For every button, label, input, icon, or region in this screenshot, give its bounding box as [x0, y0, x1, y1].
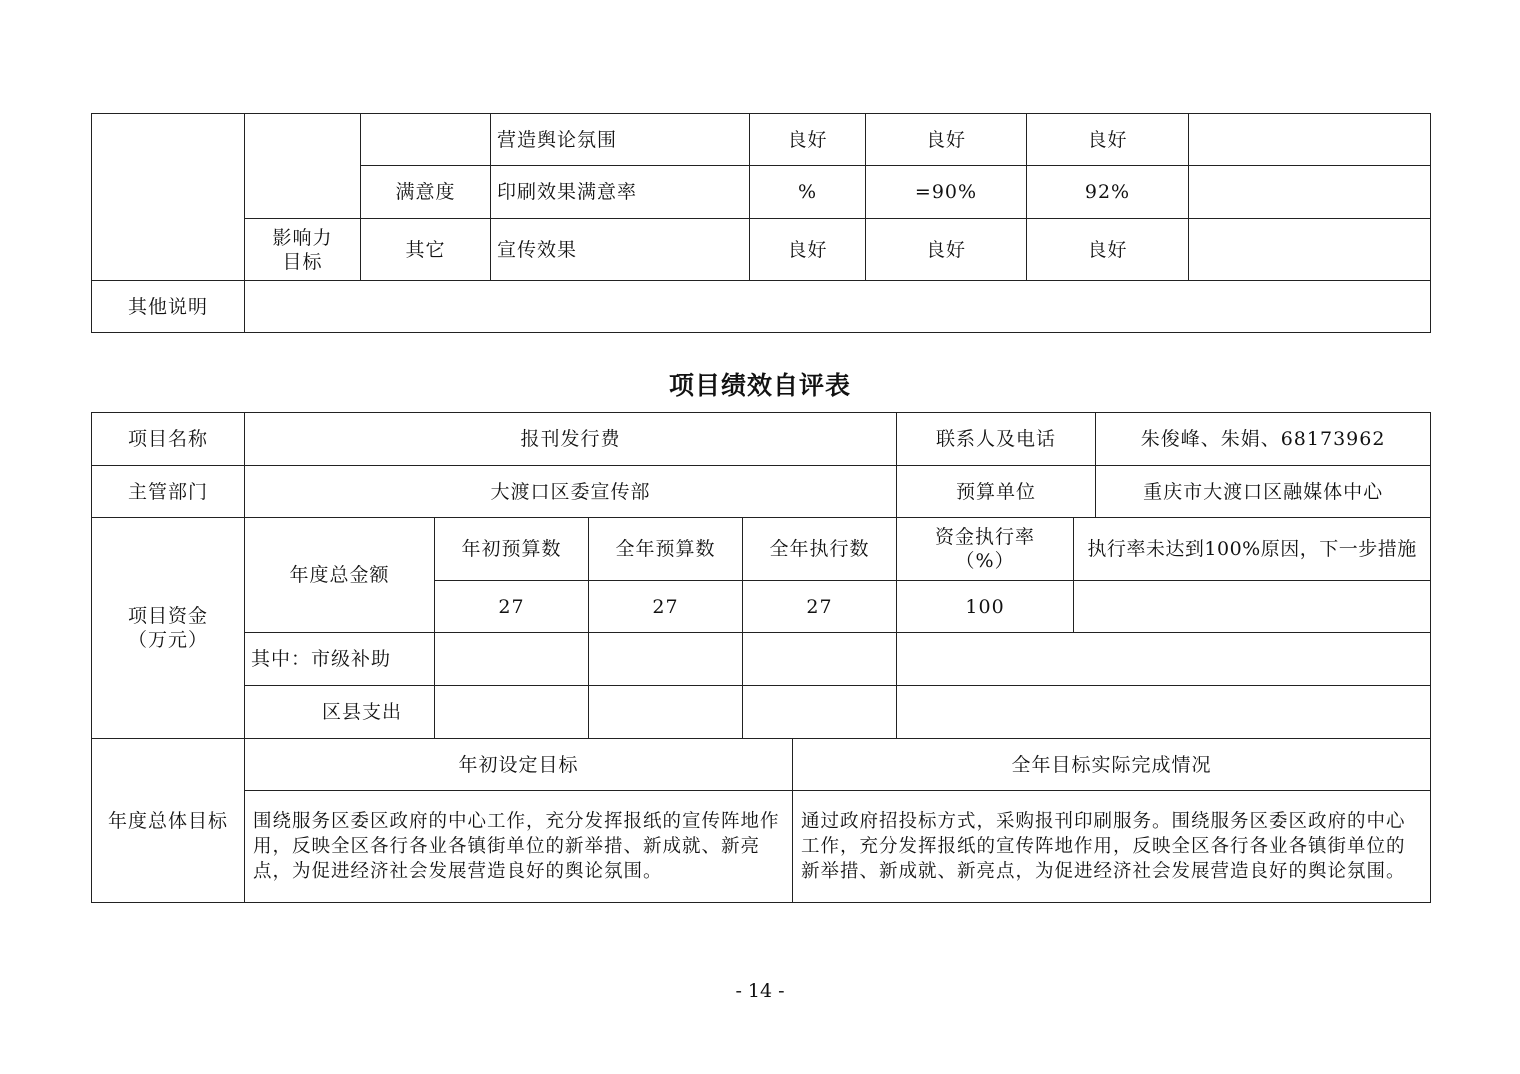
cell [897, 686, 1431, 739]
unit-cell: % [750, 166, 866, 219]
exec-value: 27 [743, 581, 897, 633]
dept-label: 主管部门 [92, 466, 245, 518]
level3-cell [361, 114, 491, 166]
other-notes-label: 其他说明 [92, 281, 245, 333]
note-cell [1189, 114, 1431, 166]
project-name-label: 项目名称 [92, 413, 245, 466]
performance-indicator-table [91, 113, 1431, 333]
col-header-rate: 资金执行率（%） [897, 518, 1074, 581]
level2-cell: 影响力目标 [245, 219, 361, 281]
cell [897, 633, 1431, 686]
indicator-cell: 印刷效果满意率 [491, 166, 750, 219]
table-row [92, 791, 1431, 903]
col-header-full: 全年预算数 [589, 518, 743, 581]
project-name-value: 报刊发行费 [245, 413, 897, 466]
goal-actual-text: 通过政府招投标方式，采购报刊印刷服务。围绕服务区委区政府的中心工作，充分发挥报纸的宣传阵地作用，反映全区各行各业各镇街单位的新举措、新成就、新亮点，为促进经济社会发展营造良好的舆论氛围。 [793, 791, 1431, 903]
full-budget-value: 27 [589, 581, 743, 633]
table-row [92, 686, 1431, 739]
cell [589, 686, 743, 739]
cell [743, 633, 897, 686]
goal-label: 年度总体目标 [92, 739, 245, 903]
col-header-exec: 全年执行数 [743, 518, 897, 581]
unit-cell: 良好 [750, 114, 866, 166]
page-title: 项目绩效自评表 [668, 371, 851, 400]
actual-cell: 良好 [1027, 219, 1189, 281]
table-row [92, 281, 1431, 333]
contact-value: 朱俊峰、朱娟、68173962 [1096, 413, 1431, 466]
level3-cell: 其它 [361, 219, 491, 281]
table-row [92, 219, 1431, 281]
col-header-reason: 执行率未达到100%原因，下一步措施 [1074, 518, 1431, 581]
actual-cell: 92% [1027, 166, 1189, 219]
reason-value [1074, 581, 1431, 633]
indicator-cell: 营造舆论氛围 [491, 114, 750, 166]
level1-cell [92, 114, 245, 281]
level3-cell: 满意度 [361, 166, 491, 219]
note-cell [1189, 166, 1431, 219]
target-cell: 良好 [866, 114, 1027, 166]
dept-value: 大渡口区委宣传部 [245, 466, 897, 518]
note-cell [1189, 219, 1431, 281]
goal-set-header: 年初设定目标 [245, 739, 793, 791]
contact-label: 联系人及电话 [897, 413, 1096, 466]
level2-cell [245, 114, 361, 219]
table-row [92, 413, 1431, 466]
cell [435, 686, 589, 739]
other-notes-value [245, 281, 1431, 333]
table-row [92, 466, 1431, 518]
city-subsidy-label: 其中：市级补助 [245, 633, 435, 686]
indicator-cell: 宣传效果 [491, 219, 750, 281]
goal-set-text: 围绕服务区委区政府的中心工作，充分发挥报纸的宣传阵地作用，反映全区各行各业各镇街单位的新举措、新成就、新亮点，为促进经济社会发展营造良好的舆论氛围。 [245, 791, 793, 903]
budget-unit-label: 预算单位 [897, 466, 1096, 518]
cell [435, 633, 589, 686]
annual-total-label: 年度总金额 [245, 518, 435, 633]
target-cell: =90% [866, 166, 1027, 219]
page-number: - 14 - [735, 980, 785, 1002]
fund-label: 项目资金（万元） [92, 518, 245, 739]
budget-unit-value: 重庆市大渡口区融媒体中心 [1096, 466, 1431, 518]
actual-cell: 良好 [1027, 114, 1189, 166]
initial-budget-value: 27 [435, 581, 589, 633]
table-row [92, 518, 1431, 581]
col-header-initial: 年初预算数 [435, 518, 589, 581]
unit-cell: 良好 [750, 219, 866, 281]
goal-actual-header: 全年目标实际完成情况 [793, 739, 1431, 791]
table-row [92, 633, 1431, 686]
district-label: 区县支出 [245, 686, 435, 739]
cell [589, 633, 743, 686]
rate-value: 100 [897, 581, 1074, 633]
self-evaluation-table [91, 412, 1431, 903]
table-row [92, 739, 1431, 791]
table-row [92, 114, 1431, 166]
target-cell: 良好 [866, 219, 1027, 281]
cell [743, 686, 897, 739]
